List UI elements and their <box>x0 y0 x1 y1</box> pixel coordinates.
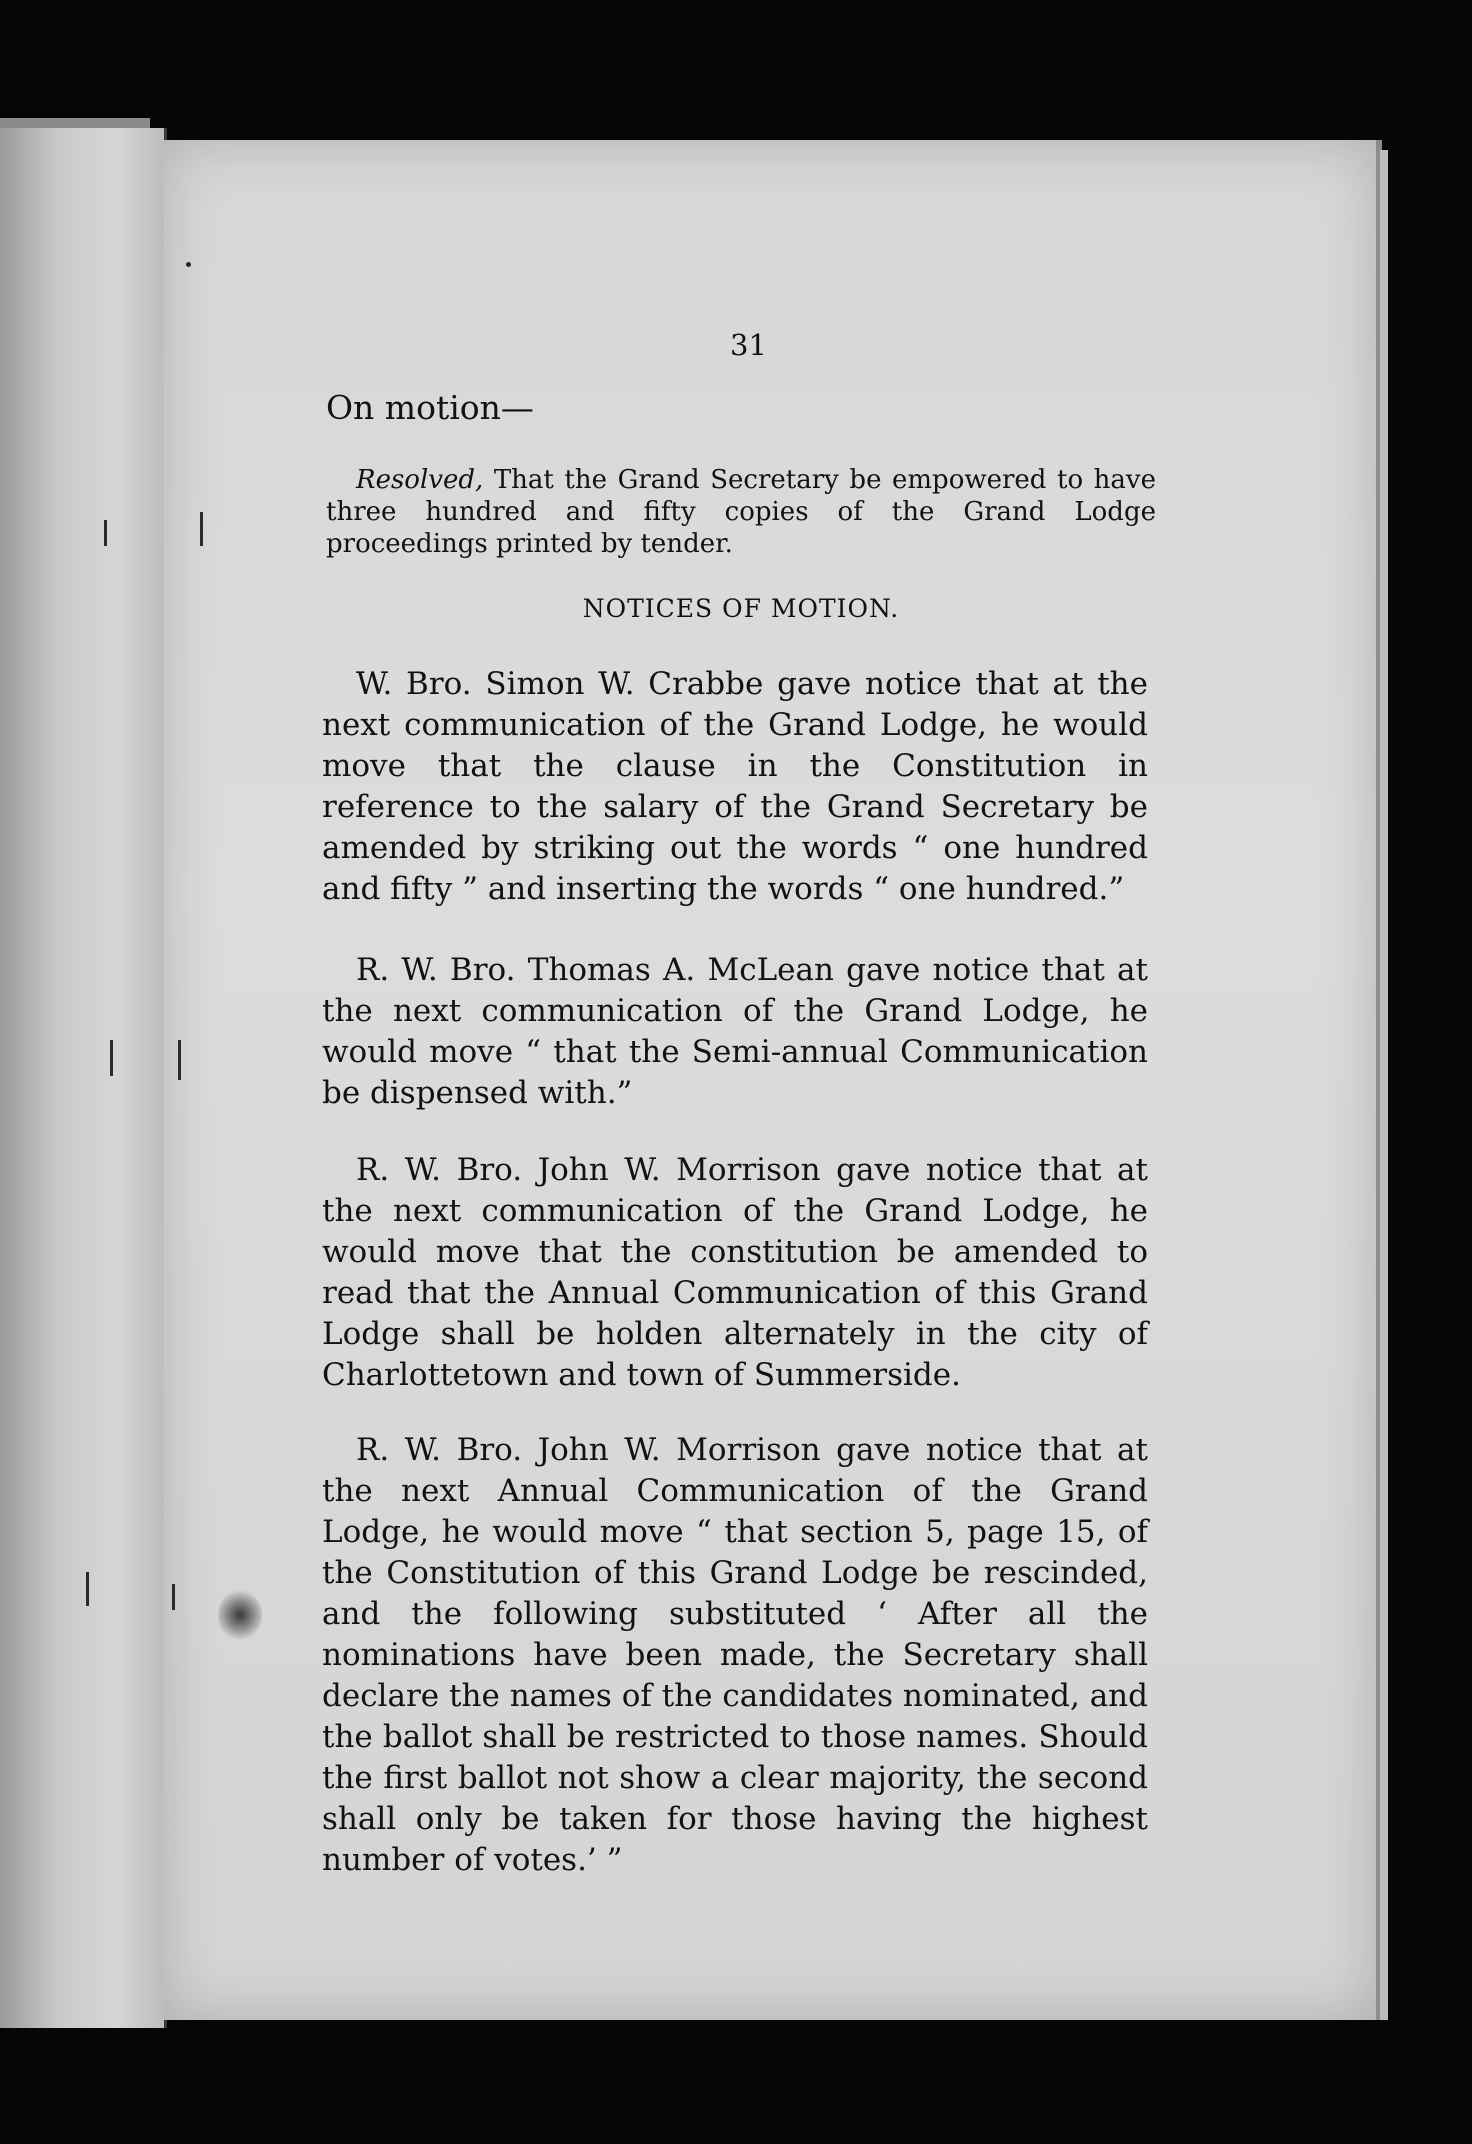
notice-paragraph: R. W. Bro. John W. Morrison gave notice that at the next Annual Communication of the Grand Lodge, he would move “ that section 5, page 15, of the Constitution of this Grand Lodge be rescinded, and the following substituted ‘ After all the nominations have been made, the Secretary shall declare the names of the candidates nominated, and the ballot shall be restricted to those names. Should the first ballot not show a clear majority, the second shall only be taken for those having the highest number of votes.’ ” <box>322 1432 1148 1878</box>
scan-mark <box>172 1584 175 1610</box>
resolution-paragraph <box>326 464 1156 560</box>
resolution-body: That the Grand Secretary be empowered to have three hundred and fifty copies of the Grand Lodge proceedings printed by tender. <box>326 465 1156 559</box>
notice-paragraph: W. Bro. Simon W. Crabbe gave notice that at the next communication of the Grand Lodge, he would move that the clause in the Constitution in reference to the salary of the Grand Secretary be amended by striking out the words “ one hundred and fifty ” and inserting the words “ one hundred.” <box>322 666 1148 907</box>
page-number: 31 <box>730 328 767 362</box>
page-edge <box>1380 150 1388 2020</box>
scan-mark <box>104 520 107 546</box>
scan-mark <box>110 1040 113 1076</box>
scan-mark <box>178 1040 181 1080</box>
scan-mark <box>186 262 191 267</box>
section-heading: NOTICES OF MOTION. <box>582 594 900 623</box>
notice-paragraph: R. W. Bro. Thomas A. McLean gave notice that at the next communication of the Grand Lodge, he would move “ that the Semi-annual Communication be dispensed with.” <box>322 952 1148 1111</box>
motion-intro: On motion— <box>326 388 534 427</box>
scan-mark <box>200 512 203 546</box>
resolution-lead: Resolved, <box>356 465 484 495</box>
notice-paragraph: R. W. Bro. John W. Morrison gave notice that at the next communication of the Grand Lodge, he would move that the constitution be amended to read that the Annual Communication of this Grand Lodge shall be holden alternately in the city of Charlottetown and town of Summerside. <box>322 1152 1148 1393</box>
scan-mark <box>86 1572 89 1606</box>
ink-smudge <box>218 1590 262 1640</box>
book-binding <box>0 128 167 2028</box>
